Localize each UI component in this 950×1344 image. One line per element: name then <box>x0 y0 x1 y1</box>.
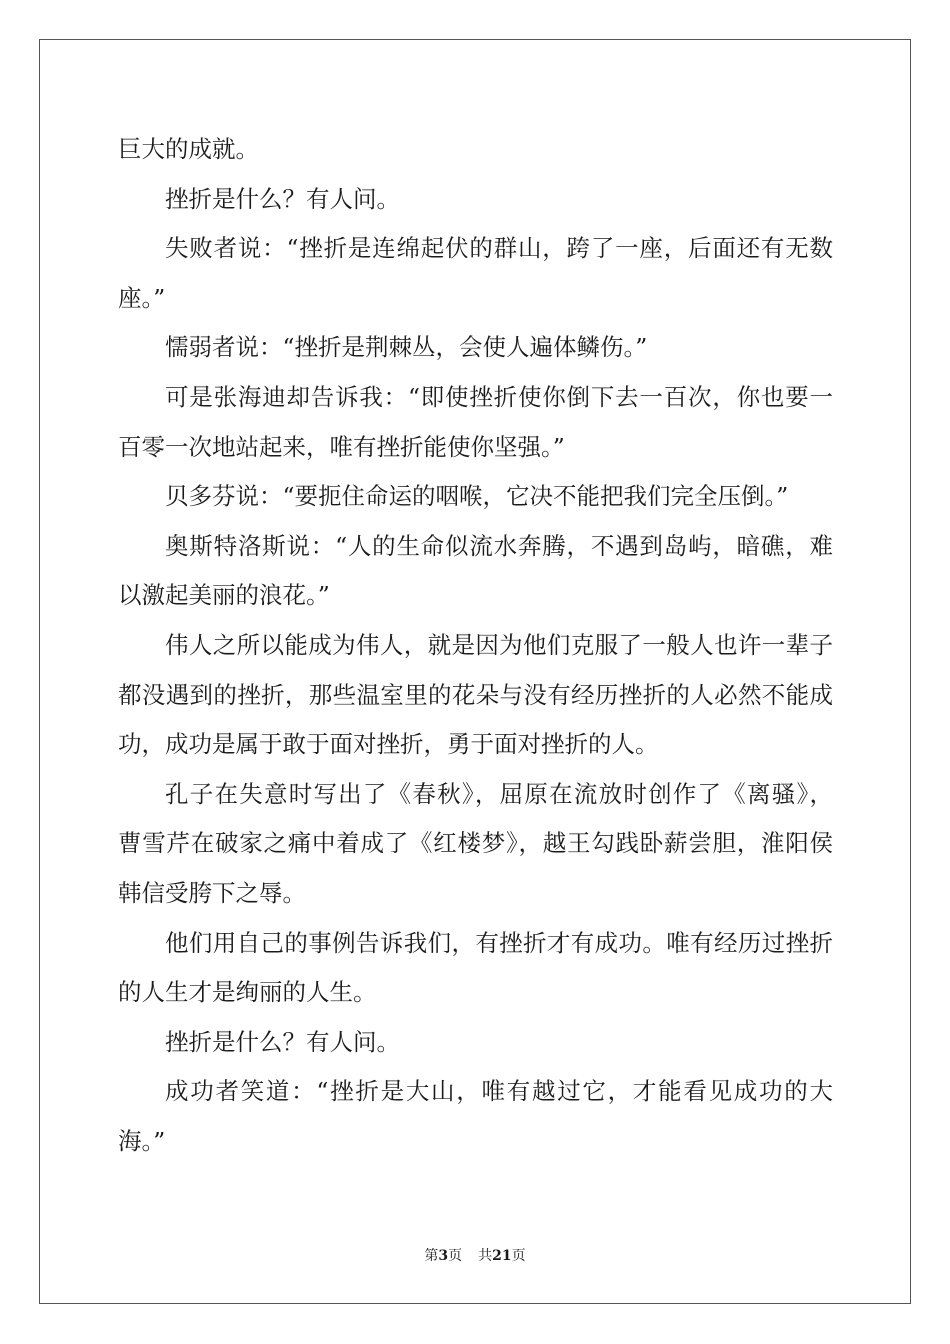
text-line: 巨大的成就。 <box>118 135 259 163</box>
text-line: 失败者说：“挫折是连绵起伏的群山，跨了一座，后面还有无数 <box>165 234 833 263</box>
text-line: 韩信受胯下之辱。 <box>118 878 306 907</box>
text-line: 孔子在失意时写出了《春秋》，屈原在流放时创作了《离骚》， <box>165 779 833 808</box>
total-suffix: 页 <box>511 1248 526 1264</box>
total-prefix: 共 <box>478 1248 493 1264</box>
page-number: 3 <box>438 1248 449 1264</box>
text-line: 懦弱者说：“挫折是荆棘丛，会使人遍体鳞伤。” <box>165 333 648 362</box>
text-line: 海。” <box>118 1126 166 1155</box>
page-prefix: 第 <box>424 1248 439 1264</box>
page-suffix: 页 <box>448 1248 463 1264</box>
text-line: 他们用自己的事例告诉我们，有挫折才有成功。唯有经历过挫折 <box>165 928 833 957</box>
page-footer <box>0 1246 950 1266</box>
text-line: 挫折是什么？有人问。 <box>165 184 400 213</box>
text-line: 百零一次地站起来，唯有挫折能使你坚强。” <box>118 432 565 461</box>
text-line: 成功者笑道：“挫折是大山，唯有越过它，才能看见成功的大 <box>165 1077 833 1106</box>
text-line: 可是张海迪却告诉我：“即使挫折使你倒下去一百次，你也要一 <box>165 382 833 411</box>
text-line: 的人生才是绚丽的人生。 <box>118 978 377 1007</box>
text-line: 伟人之所以能成为伟人，就是因为他们克服了一般人也许一辈子 <box>165 630 833 659</box>
text-line: 功，成功是属于敢于面对挫折，勇于面对挫折的人。 <box>118 730 659 759</box>
text-line: 奥斯特洛斯说：“人的生命似流水奔腾，不遇到岛屿，暗礁，难 <box>165 531 833 560</box>
body-text <box>118 125 833 1166</box>
text-line: 都没遇到的挫折，那些温室里的花朵与没有经历挫折的人必然不能成 <box>118 680 833 709</box>
text-line: 挫折是什么？有人问。 <box>165 1027 400 1056</box>
text-line: 贝多芬说：“要扼住命运的咽喉，它决不能把我们完全压倒。” <box>165 482 789 511</box>
total-pages: 21 <box>492 1248 512 1264</box>
text-line: 座。” <box>118 283 166 312</box>
text-line: 曹雪芹在破家之痛中着成了《红楼梦》，越王勾践卧薪尝胆，淮阳侯 <box>118 829 833 858</box>
text-line: 以激起美丽的浪花。” <box>118 581 330 610</box>
